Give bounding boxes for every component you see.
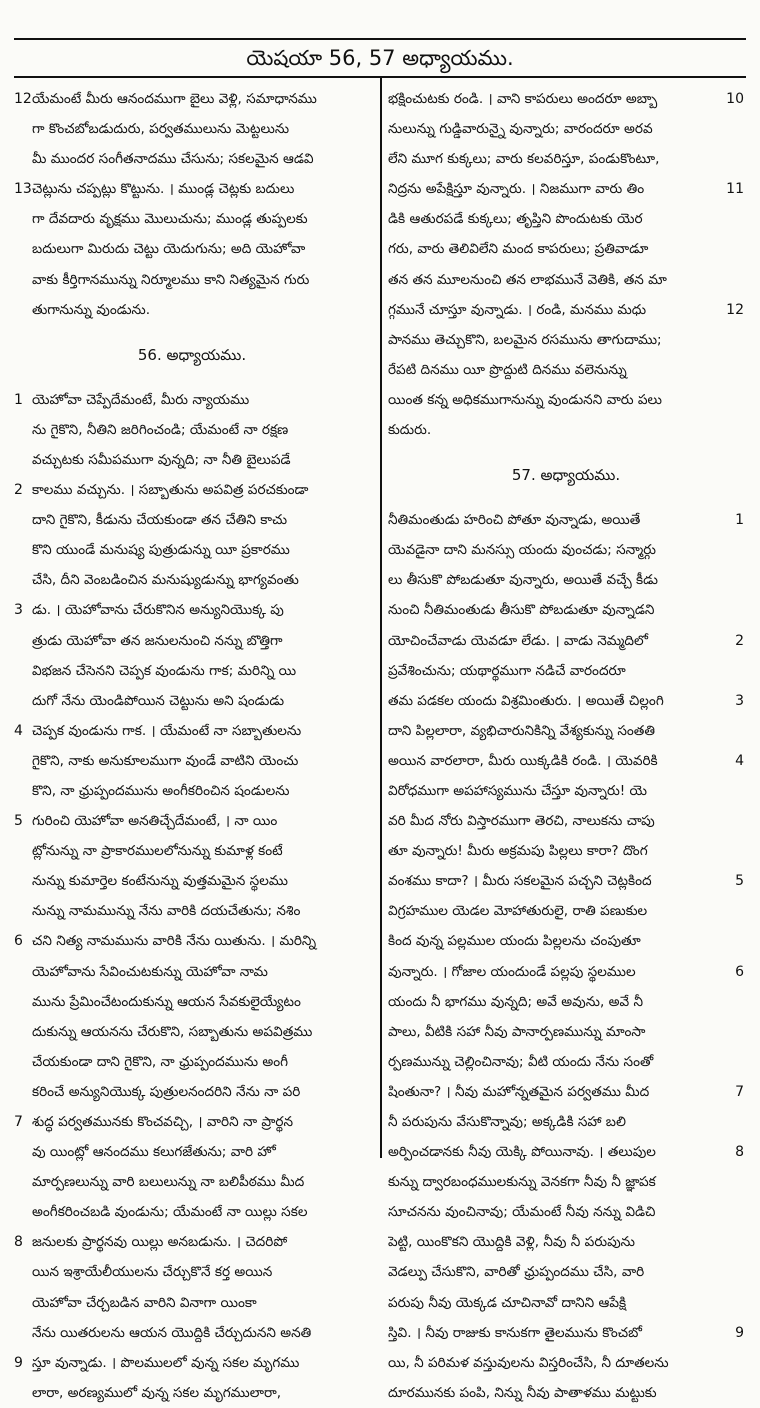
verse-number: 10: [726, 91, 744, 107]
line-text: కుదురు.: [388, 422, 432, 439]
left-column: [14, 84, 370, 1408]
line-text: ప్రవేశించును; యథార్థముగా నడిచే వారందరూ: [388, 662, 626, 679]
line-text: యెవడైనా దాని మనస్సు యందు వుంచడు; సన్మార్గు: [388, 542, 656, 559]
text-line: [14, 626, 370, 656]
line-text: గ్గమునే చూస్తూ వున్నాడు. । రండి, మనము మధు: [388, 301, 647, 318]
line-text: నున్ను కుమార్తెల కంటేనున్ను వుత్తమమైన స్థలము: [32, 873, 288, 890]
line-text: డికి ఆతురపడే కుక్కలు; తృప్తిని పొందుటకు యెర: [388, 211, 643, 228]
verse-number: 13: [14, 181, 32, 198]
line-text: తుగానున్ను వుండును.: [32, 301, 151, 318]
text-line: [14, 1318, 370, 1348]
text-line: [388, 1047, 744, 1077]
text-line: [388, 836, 744, 866]
line-text: యెహోవా చేర్చబడిన వారిని వినాగా యింకా: [32, 1294, 257, 1311]
line-text: కొని, నా ఛ్రుప్పందమును అంగీకరించిన షండులను: [32, 782, 290, 799]
line-text: చేయకుండా దాని గైకొని, నా ఛ్రుప్పందమును అంగీ: [32, 1053, 289, 1070]
text-line: [14, 295, 370, 325]
line-text: వున్నారు. । గోజాల యందుండే పల్లపు స్థలముల: [388, 963, 636, 980]
line-text: డు. । యెహోవాను చేరుకొనిన అన్యునియొక్క పు: [32, 602, 284, 619]
text-line: [14, 1257, 370, 1287]
verse-number: 9: [735, 1324, 744, 1341]
line-text: దాని గైకొని, కీడును చేయకుండా తన చేతిని కాచు: [32, 512, 288, 529]
line-text: తమ పడకల యందు విశ్రమింతురు. । అయితే చిల్లంగి: [388, 692, 664, 709]
line-text: ర్పణమున్ను చెల్లించినావు; వీటి యందు నేను సంతో: [388, 1053, 654, 1070]
text-line: [388, 385, 744, 415]
line-text: కాలము వచ్చును. । సబ్బాతును అపవిత్ర పరచకుండా: [32, 482, 309, 499]
line-text: యిన ఇశ్రాయేలీయులను చేర్చుకొనే కర్త అయిన: [32, 1264, 273, 1281]
text-line: [388, 114, 744, 144]
text-line: [14, 84, 370, 114]
line-text: విభజన చేసెనని చెప్పక వుండును గాక; మరిన్ని యి: [32, 662, 297, 679]
verse-number: 1: [14, 391, 23, 408]
line-text: బదులుగా మిరుదు చెట్టు యెదుగును; అది యెహోవా: [32, 241, 306, 258]
line-text: గైకొని, నాకు అనుకూలముగా వుండే వాటిని యెంచు: [32, 752, 299, 769]
text-line: [14, 1167, 370, 1197]
line-text: షింతునా? । నీవు మహోన్నతమైన పర్వతము మీద: [388, 1083, 650, 1100]
text-line: [14, 926, 370, 956]
line-text: రేపటి దినము యీ ప్రొద్దుటి దినము వలెనున్ను: [388, 361, 627, 378]
text-line: [388, 746, 744, 776]
line-text: విరోధముగా అపహాస్యమును చేస్తూ వున్నారు! యె: [388, 782, 648, 799]
text-line: [388, 896, 744, 926]
chapter-heading: 57. అధ్యాయము.: [511, 466, 621, 485]
text-line: [14, 1378, 370, 1408]
text-line: [14, 475, 370, 505]
line-text: నిద్రను అపేక్షిస్తూ వున్నారు. । నిజముగా వారు తిం: [388, 181, 645, 198]
text-line: [14, 265, 370, 295]
line-text: వచ్చుటకు సమీపముగా వున్నది; నా నీతి బైలుపడే: [32, 451, 291, 468]
line-text: ట్లోనున్ను నా ప్రాకారములలోనున్ను కుమాళ్ల కంటే: [32, 843, 283, 860]
text-line: [388, 234, 744, 264]
line-text: కింద వున్న పల్లముల యందు పిల్లలను చంపుతూ: [388, 933, 641, 950]
line-text: మార్పణలున్ను వారి బలులున్ను నా బలిపీఠము మీద: [32, 1174, 305, 1191]
verse-number: 2: [735, 632, 744, 649]
text-line: [14, 896, 370, 926]
text-line: [388, 866, 744, 896]
text-line: [14, 836, 370, 866]
line-text: నీతిమంతుడు హరించి పోతూ వున్నాడు, అయితే: [388, 512, 641, 529]
line-text: గా దేవదారు వృక్షము మొలుచును; ముండ్ల తుప్పలకు: [32, 211, 308, 228]
line-text: మీ ముందర సంగీతనాదము చేసును; సకలమైన ఆడవి: [32, 151, 314, 168]
text-line: [388, 1378, 744, 1408]
verse-number: 5: [735, 873, 744, 890]
line-text: నుంచి నీతిమంతుడు తీసుకొ పోబడుతూ వున్నాడని: [388, 602, 655, 619]
text-line: [388, 1137, 744, 1167]
text-line: [14, 957, 370, 987]
line-text: గా కొంచబోబడుదురు, పర్వతములును మెట్టలును: [32, 121, 290, 138]
text-line: [388, 565, 744, 595]
line-text: నేను యితరులను ఆయన యొద్దికి చేర్చుదునని అనతి: [32, 1324, 312, 1341]
text-line: [14, 445, 370, 475]
line-text: దూరమునకు పంపి, నిన్ను నీవు పాతాళము మట్టుకు: [388, 1384, 657, 1401]
text-line: [14, 415, 370, 445]
text-line: [388, 1257, 744, 1287]
line-text: యి, నీ పరిమళ వస్తువులను విస్తరించేసి, నీ దూతలను: [388, 1354, 669, 1371]
text-line: [388, 1077, 744, 1107]
verse-number: 12: [14, 91, 32, 107]
text-line: [14, 1077, 370, 1107]
text-line: [14, 1017, 370, 1047]
text-line: [388, 295, 744, 325]
line-text: పెట్టి, యింకొకని యొద్దికి వెళ్లి, నీవు నీ పరుపును: [388, 1234, 635, 1251]
line-text: యింత కన్న అధికముగానున్ను వుండునని వారు పలు: [388, 391, 662, 408]
text-line: [388, 957, 744, 987]
line-text: తూ వున్నారు! మీరు అక్రమపు పిల్లలు కారా? దొంగ: [388, 843, 648, 860]
line-text: వు యింట్లో ఆనందము కలుగజేతును; వారి హో: [32, 1144, 276, 1161]
line-text: యోచించేవాడు యెవడూ లేడు. । వాడు నెమ్మదిలో: [388, 632, 648, 649]
line-text: చేసి, దీని వెంబడించిన మనుష్యుడున్ను భాగ్యవంతు: [32, 572, 299, 589]
line-text: విగ్రహముల యెడల మోహాతురులై, రాతి పణుకుల: [388, 903, 648, 920]
text-line: [14, 656, 370, 686]
text-line: [14, 1047, 370, 1077]
verse-number: 9: [14, 1354, 23, 1371]
verse-number: 7: [735, 1083, 744, 1100]
line-text: స్తివి. । నీవు రాజుకు కానుకగా తైలమును కొంచబో: [388, 1324, 642, 1341]
text-line: [14, 114, 370, 144]
verse-number: 1: [735, 512, 744, 529]
line-text: చని నిత్య నామమును వారికి నేను యితును. । మరిన్ని: [32, 933, 317, 950]
text-line: [14, 535, 370, 565]
text-line: [388, 1167, 744, 1197]
text-line: [14, 686, 370, 716]
text-line: [388, 716, 744, 746]
line-text: అంగీకరించబడి వుండును; యేమంటే నా యిల్లు సకల: [32, 1204, 308, 1221]
line-text: పరుపు నీవు యెక్కడ చూచినావో దానిని ఆపేక్షి: [388, 1294, 627, 1311]
line-text: తన తన మూలనుంచి తన లాభమునే వెతికి, తన మా: [388, 271, 667, 288]
text-line: [388, 776, 744, 806]
verse-number: 4: [735, 752, 744, 769]
verse-number: 8: [14, 1234, 23, 1251]
right-column: [388, 84, 744, 1408]
text-line: [14, 174, 370, 204]
text-line: [14, 204, 370, 234]
line-text: భక్షించుటకు రండి. । వాని కాపరులు అందరూ అబ్బా: [388, 91, 658, 107]
text-line: [388, 1017, 744, 1047]
verse-number: 7: [14, 1114, 23, 1130]
line-text: చెప్పక వుండును గాక. । యేమంటే నా సబ్బాతులను: [32, 722, 302, 739]
text-line: [14, 716, 370, 746]
text-line: [388, 626, 744, 656]
text-line: [14, 1107, 370, 1137]
text-line: [388, 595, 744, 625]
verse-number: 6: [14, 933, 23, 950]
text-line: [388, 325, 744, 355]
text-line: [388, 204, 744, 234]
text-line: [14, 776, 370, 806]
verse-number: 4: [14, 722, 23, 739]
text-line: [14, 746, 370, 776]
text-line: [14, 1137, 370, 1167]
text-line: [388, 1288, 744, 1318]
line-text: కరించే అన్యునియొక్క పుత్రులనందరిని నేను నా పరి: [32, 1083, 301, 1100]
text-line: [14, 385, 370, 415]
text-line: [388, 415, 744, 445]
line-text: చెట్లును చప్పట్లు కొట్టును. । ముండ్ల చెట్లకు బదులు: [32, 181, 295, 198]
text-line: [14, 1227, 370, 1257]
line-text: నున్ను నామమున్ను నేను వారికి దయచేతును; నశిం: [32, 903, 301, 920]
line-text: దుగో నేను యెండిపోయిన చెట్టును అని షండుడు: [32, 692, 285, 709]
column-divider: [380, 78, 382, 1158]
line-text: యెహోవాను సేవించుటకున్ను యెహోవా నామ: [32, 963, 268, 980]
line-text: లేని మూగ కుక్కలు; వారు కలవరిస్తూ, పండుకొంటూ,: [388, 151, 660, 168]
text-line: [388, 84, 744, 114]
page-header: యెషయా 56, 57 అధ్యాయము.: [14, 38, 746, 78]
text-line: [14, 1288, 370, 1318]
text-line: [14, 866, 370, 896]
text-line: [388, 355, 744, 385]
line-text: దాని పిల్లలారా, వ్యభిచారునికిన్ని వేశ్యకున్ను సంతతి: [388, 722, 655, 739]
text-line: [14, 234, 370, 264]
text-line: [388, 1197, 744, 1227]
line-text: అర్పించడానకు నీవు యెక్కి పోయినావు. । తలుపుల: [388, 1144, 656, 1161]
verse-number: 8: [735, 1144, 744, 1161]
line-text: కొని యుండే మనుష్య పుత్రుడున్ను యీ ప్రకారము: [32, 542, 290, 559]
text-line: [14, 565, 370, 595]
line-text: త్రుడు యెహోవా తన జనులనుంచి నన్ను బొత్తిగా: [32, 632, 283, 649]
verse-number: 3: [14, 602, 23, 619]
text-line: [388, 806, 744, 836]
text-line: [388, 1227, 744, 1257]
line-text: నులున్ను గుడ్డివారున్నై వున్నారు; వారందరూ అరవ: [388, 121, 653, 138]
line-text: అయిన వారలారా, మీరు యిక్కడికి రండి. । యెవరికి: [388, 752, 658, 769]
line-text: లు తీసుకొ పోబడుతూ వున్నారు, అయితే వచ్చే కీడు: [388, 572, 658, 589]
text-line: [388, 1107, 744, 1137]
line-text: గురించి యెహోవా అనతిచ్చేదేమంటే, । నా యిం: [32, 813, 278, 830]
verse-number: 11: [726, 181, 744, 198]
text-line: [388, 505, 744, 535]
line-text: గరు, వారు తెలివిలేని మంద కాపరులు; ప్రతివాడూ: [388, 241, 649, 258]
line-text: పాలు, వీటికి సహా నీవు పానార్పణమున్ను మాంసా: [388, 1023, 646, 1040]
line-text: ను గైకొని, నీతిని జరిగించండి; యేమంటే నా రక్షణ: [32, 421, 289, 438]
line-text: వెడల్పు చేసుకొని, వారితో ఛ్రుప్పందము చేసి, వారి: [388, 1264, 645, 1281]
verse-number: 2: [14, 482, 23, 499]
text-line: [388, 535, 744, 565]
line-text: శుద్ధ పర్వతమునకు కొంచవచ్చి, । వారిని నా ప్రార్థన: [32, 1114, 294, 1130]
text-line: [388, 686, 744, 716]
text-line: [14, 987, 370, 1017]
text-line: [388, 1318, 744, 1348]
text-line: [14, 144, 370, 174]
line-text: కున్ను ద్వారబంధములకున్ను వెనకగా నీవు నీ జ్ఞాపక: [388, 1174, 656, 1191]
verse-number: 6: [735, 963, 744, 980]
line-text: వంశము కాదా? । మీరు సకలమైన పచ్చని చెట్లకింద: [388, 873, 652, 890]
line-text: వాకు కీర్తిగానమున్ను నిర్మూలము కాని నిత్యమైన గురు: [32, 271, 310, 288]
line-text: యందు నీ భాగము వున్నది; అవే అవును, అవే నీ: [388, 993, 644, 1010]
text-line: [14, 1197, 370, 1227]
text-line: [388, 987, 744, 1017]
verse-number: 12: [726, 301, 744, 318]
line-text: యేమంటే మీరు ఆనందముగా బైలు వెళ్లి, సమాధానము: [32, 91, 317, 107]
line-text: స్తూ వున్నాడు. । పొలములలో వున్న సకల మృగము: [32, 1354, 300, 1371]
text-line: [388, 265, 744, 295]
chapter-heading: 56. అధ్యాయము.: [137, 345, 247, 364]
line-text: మును ప్రేమించేటందుకున్ను ఆయన సేవకులైయ్యేటం: [32, 993, 301, 1010]
line-text: యెహోవా చెప్పేదేమంటే, మీరు న్యాయము: [32, 391, 250, 408]
line-text: సూచనను వుంచినావు; యేమంటే నీవు నన్ను విడిచి: [388, 1204, 656, 1221]
text-line: [14, 505, 370, 535]
line-text: లారా, అరణ్యములో వున్న సకల మృగములారా,: [32, 1384, 282, 1401]
verse-number: 5: [14, 813, 23, 830]
line-text: వరి మీద నోరు విస్తారముగా తెరచి, నాలుకను చాపు: [388, 813, 655, 830]
text-line: [14, 1348, 370, 1378]
line-text: నీ పరుపును వేసుకొన్నావు; అక్కడికి సహా బలి: [388, 1114, 626, 1130]
text-line: [388, 656, 744, 686]
verse-number: 3: [735, 692, 744, 709]
text-line: [14, 806, 370, 836]
text-line: [388, 174, 744, 204]
line-text: పానము తెచ్చుకొని, బలమైన రసమును తాగుదాము;: [388, 331, 662, 348]
text-line: [388, 1348, 744, 1378]
line-text: దుకున్ను ఆయనను చేరుకొని, సబ్బాతును అపవిత్రము: [32, 1023, 313, 1040]
text-line: [14, 595, 370, 625]
text-line: [388, 926, 744, 956]
text-line: [388, 144, 744, 174]
line-text: జనులకు ప్రార్థనవు యిల్లు అనబడును. । చెదరిపో: [32, 1234, 288, 1251]
